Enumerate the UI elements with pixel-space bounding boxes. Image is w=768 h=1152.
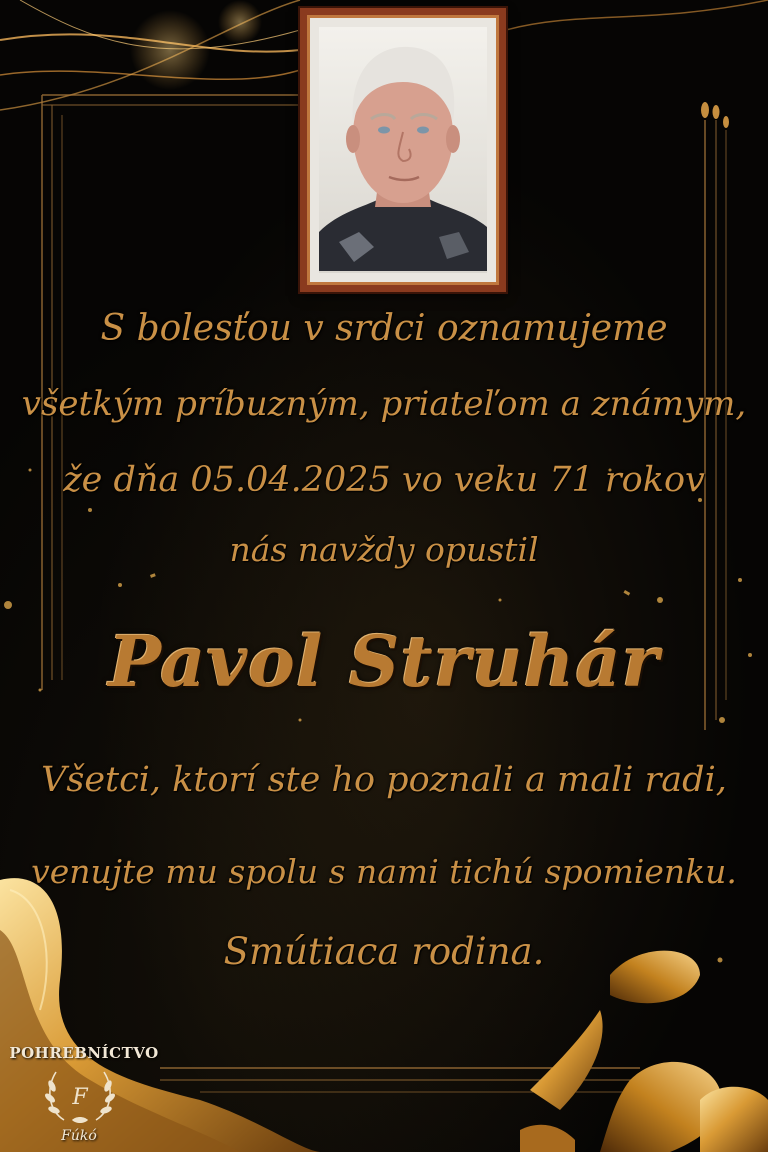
- closing-line-2: venujte mu spolu s nami tichú spomienku.: [31, 852, 737, 891]
- funeral-home-name: Fúkó: [61, 1128, 97, 1144]
- funeral-home-title: POHREBNÍCTVO: [9, 1044, 159, 1062]
- laurel-wreath-icon: [42, 1064, 118, 1128]
- signature: Smútiaca rodina.: [223, 930, 545, 973]
- gold-ribbon-right: [520, 951, 768, 1152]
- portrait-frame: [300, 8, 506, 292]
- message-line-2: všetkým príbuzným, priateľom a známym,: [21, 384, 747, 424]
- portrait-photo: [319, 27, 487, 273]
- closing-line-1: Všetci, ktorí ste ho poznali a mali radi,: [41, 760, 727, 800]
- logo-monogram: F: [72, 1085, 88, 1110]
- message-line-4: nás navždy opustil: [229, 530, 539, 569]
- deceased-name: Pavol Struhár: [108, 620, 660, 703]
- message-line-1: S bolesťou v srdci oznamujeme: [100, 308, 668, 349]
- message-line-3: že dňa 05.04.2025 vo veku 71 rokov: [63, 460, 705, 500]
